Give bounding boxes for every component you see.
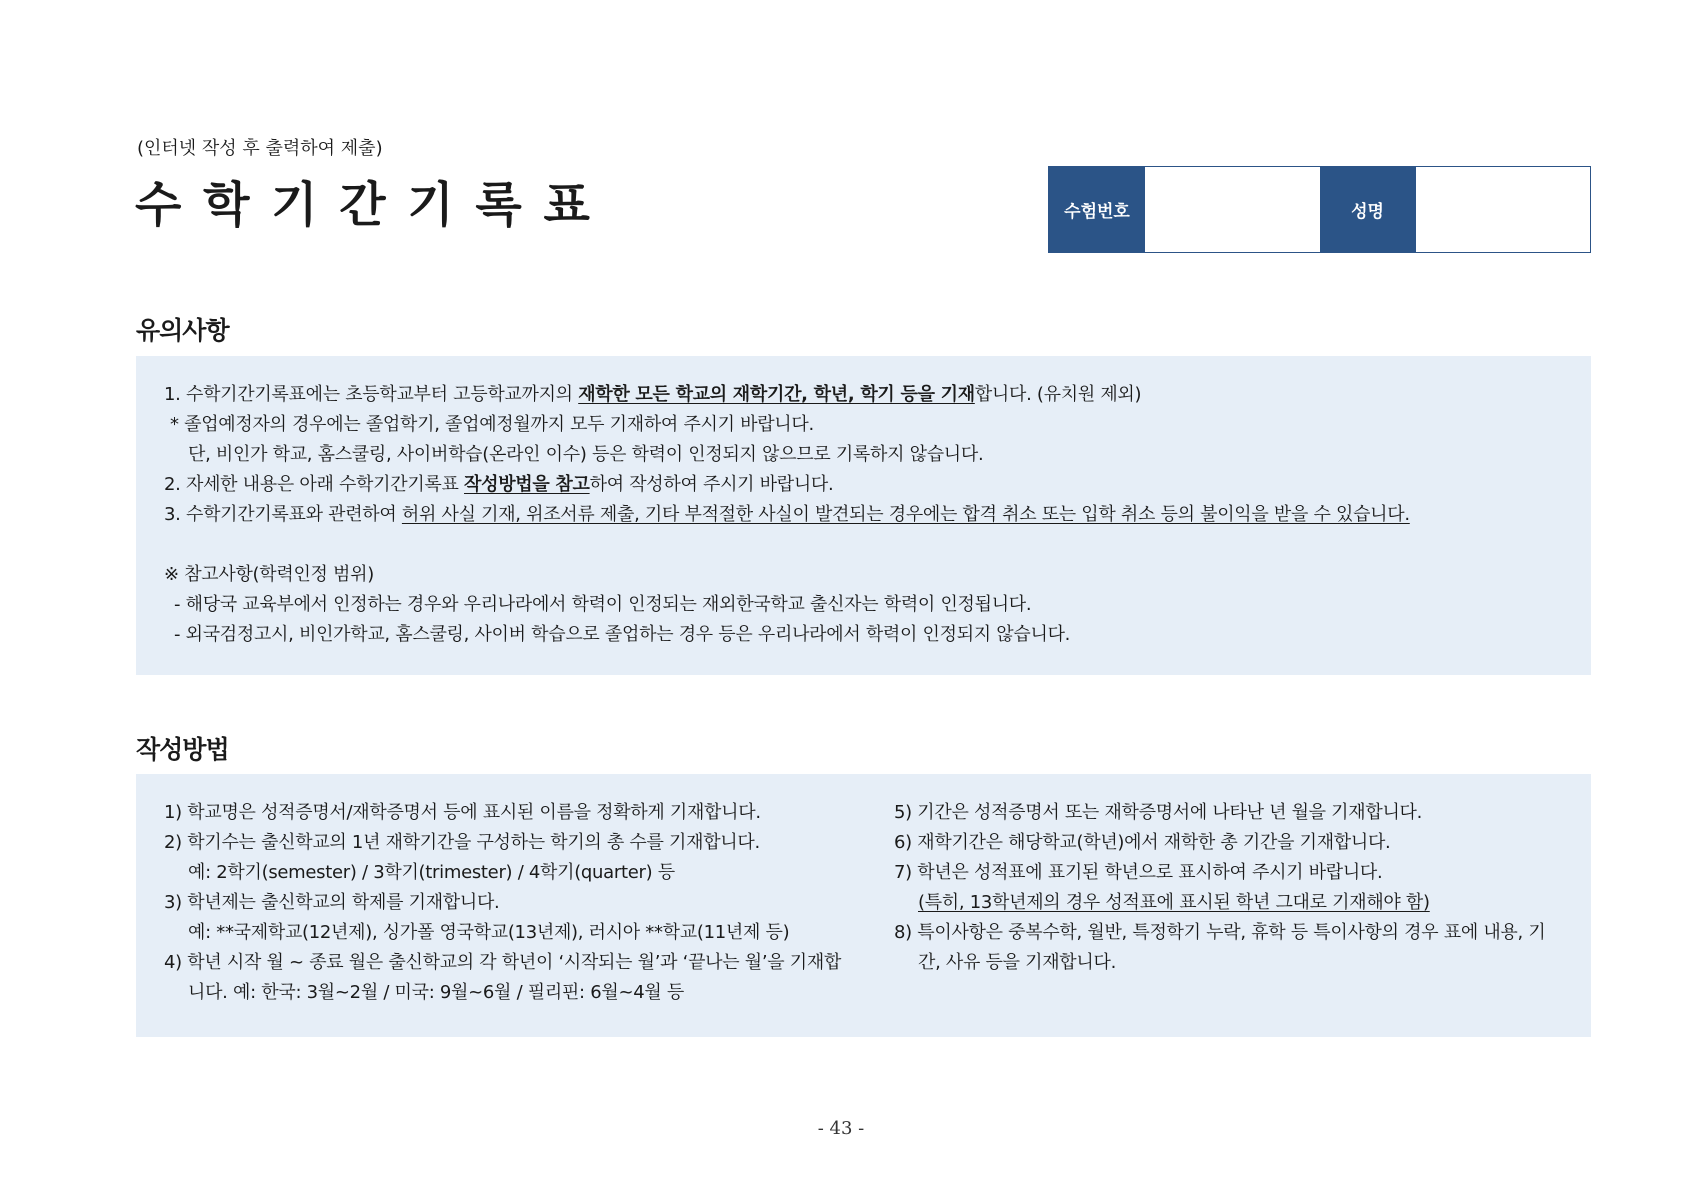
method-item-5: 5) 기간은 성적증명서 또는 재학증명서에 나타난 년 월을 기재합니다. <box>894 802 1423 823</box>
method-column-right <box>894 798 1574 1037</box>
applicant-info-box <box>1048 166 1591 253</box>
note-item-exception: 단, 비인가 학교, 홈스쿨링, 사이버학습(온라인 이수) 등은 학력이 인정되지 않으므로 기록하지 않습니다. <box>188 444 984 465</box>
method-item-8: 8) 특이사항은 중복수학, 월반, 특정학기 누락, 휴학 등 특이사항의 경우 표에 내용, 기 <box>894 922 1546 943</box>
note-emphasis: 재학한 모든 학교의 재학기간, 학년, 학기 등을 기재 <box>578 384 975 405</box>
reference-item-1: - 해당국 교육부에서 인정하는 경우와 우리나라에서 학력이 인정되는 재외한국학교 출신자는 학력이 인정됩니다. <box>174 594 1032 615</box>
page-title: 수 학 기 간 기 록 표 <box>135 177 591 233</box>
page-number: - 43 - <box>817 1118 865 1139</box>
method-item-8-cont: 간, 사유 등을 기재합니다. <box>918 952 1116 973</box>
method-item-4-cont: 니다. 예: 한국: 3월~2월 / 미국: 9월~6월 / 필리핀: 6월~4월 등 <box>188 982 684 1003</box>
method-example: 예: 2학기(semester) / 3학기(trimester) / 4학기(quarter) 등 <box>188 862 675 883</box>
exam-number-field[interactable] <box>1145 167 1320 252</box>
spacer <box>164 530 1591 560</box>
exam-number-label: 수험번호 <box>1049 167 1145 252</box>
method-item-7: 7) 학년은 성적표에 표기된 학년으로 표시하여 주시기 바랍니다. <box>894 862 1383 883</box>
name-field[interactable] <box>1416 167 1591 252</box>
notes-panel <box>136 356 1591 675</box>
method-panel <box>136 774 1591 1037</box>
method-item-6: 6) 재학기간은 해당학교(학년)에서 재학한 총 기간을 기재합니다. <box>894 832 1391 853</box>
method-item-2: 2) 학기수는 출신학교의 1년 재학기간을 구성하는 학기의 총 수를 기재합니다. <box>164 832 760 853</box>
submission-note: (인터넷 작성 후 출력하여 제출) <box>137 138 383 159</box>
note-warning: 허위 사실 기재, 위조서류 제출, 기타 부적절한 사실이 발견되는 경우에는 합격 취소 또는 입학 취소 등의 불이익을 받을 수 있습니다. <box>401 504 1410 525</box>
name-label: 성명 <box>1320 167 1416 252</box>
method-item-1: 1) 학교명은 성적증명서/재학증명서 등에 표시된 이름을 정확하게 기재합니다. <box>164 802 761 823</box>
reference-item-2: - 외국검정고시, 비인가학교, 홈스쿨링, 사이버 학습으로 졸업하는 경우 등은 우리나라에서 학력이 인정되지 않습니다. <box>174 624 1071 645</box>
method-item-3: 3) 학년제는 출신학교의 학제를 기재합니다. <box>164 892 500 913</box>
method-example: 예: **국제학교(12년제), 싱가폴 영국학교(13년제), 러시아 **학교(11년제 등) <box>188 922 790 943</box>
reference-title: ※ 참고사항(학력인정 범위) <box>164 564 374 585</box>
note-item-graduates: * 졸업예정자의 경우에는 졸업학기, 졸업예정월까지 모두 기재하여 주시기 바랍니다. <box>170 414 814 435</box>
note-item-3: 3. 수학기간기록표와 관련하여 허위 사실 기재, 위조서류 제출, 기타 부적절한 사실이 발견되는 경우에는 합격 취소 또는 입학 취소 등의 불이익을 받을 수 있습니다. <box>164 504 1410 525</box>
method-column-left <box>164 798 894 1037</box>
method-item-7-note: (특히, 13학년제의 경우 성적표에 표시된 학년 그대로 기재해야 함) <box>918 892 1430 913</box>
method-item-4: 4) 학년 시작 월 ~ 종료 월은 출신학교의 각 학년이 ‘시작되는 월’과 ‘끝나는 월’을 기재합 <box>164 952 842 973</box>
method-heading: 작성방법 <box>136 735 229 764</box>
notes-heading: 유의사항 <box>136 316 229 345</box>
note-emphasis: 작성방법을 참고 <box>464 474 590 495</box>
note-item-1: 1. 수학기간기록표에는 초등학교부터 고등학교까지의 재학한 모든 학교의 재학기간, 학년, 학기 등을 기재합니다. (유치원 제외) <box>164 384 1142 405</box>
note-item-2: 2. 자세한 내용은 아래 수학기간기록표 작성방법을 참고하여 작성하여 주시기 바랍니다. <box>164 474 834 495</box>
